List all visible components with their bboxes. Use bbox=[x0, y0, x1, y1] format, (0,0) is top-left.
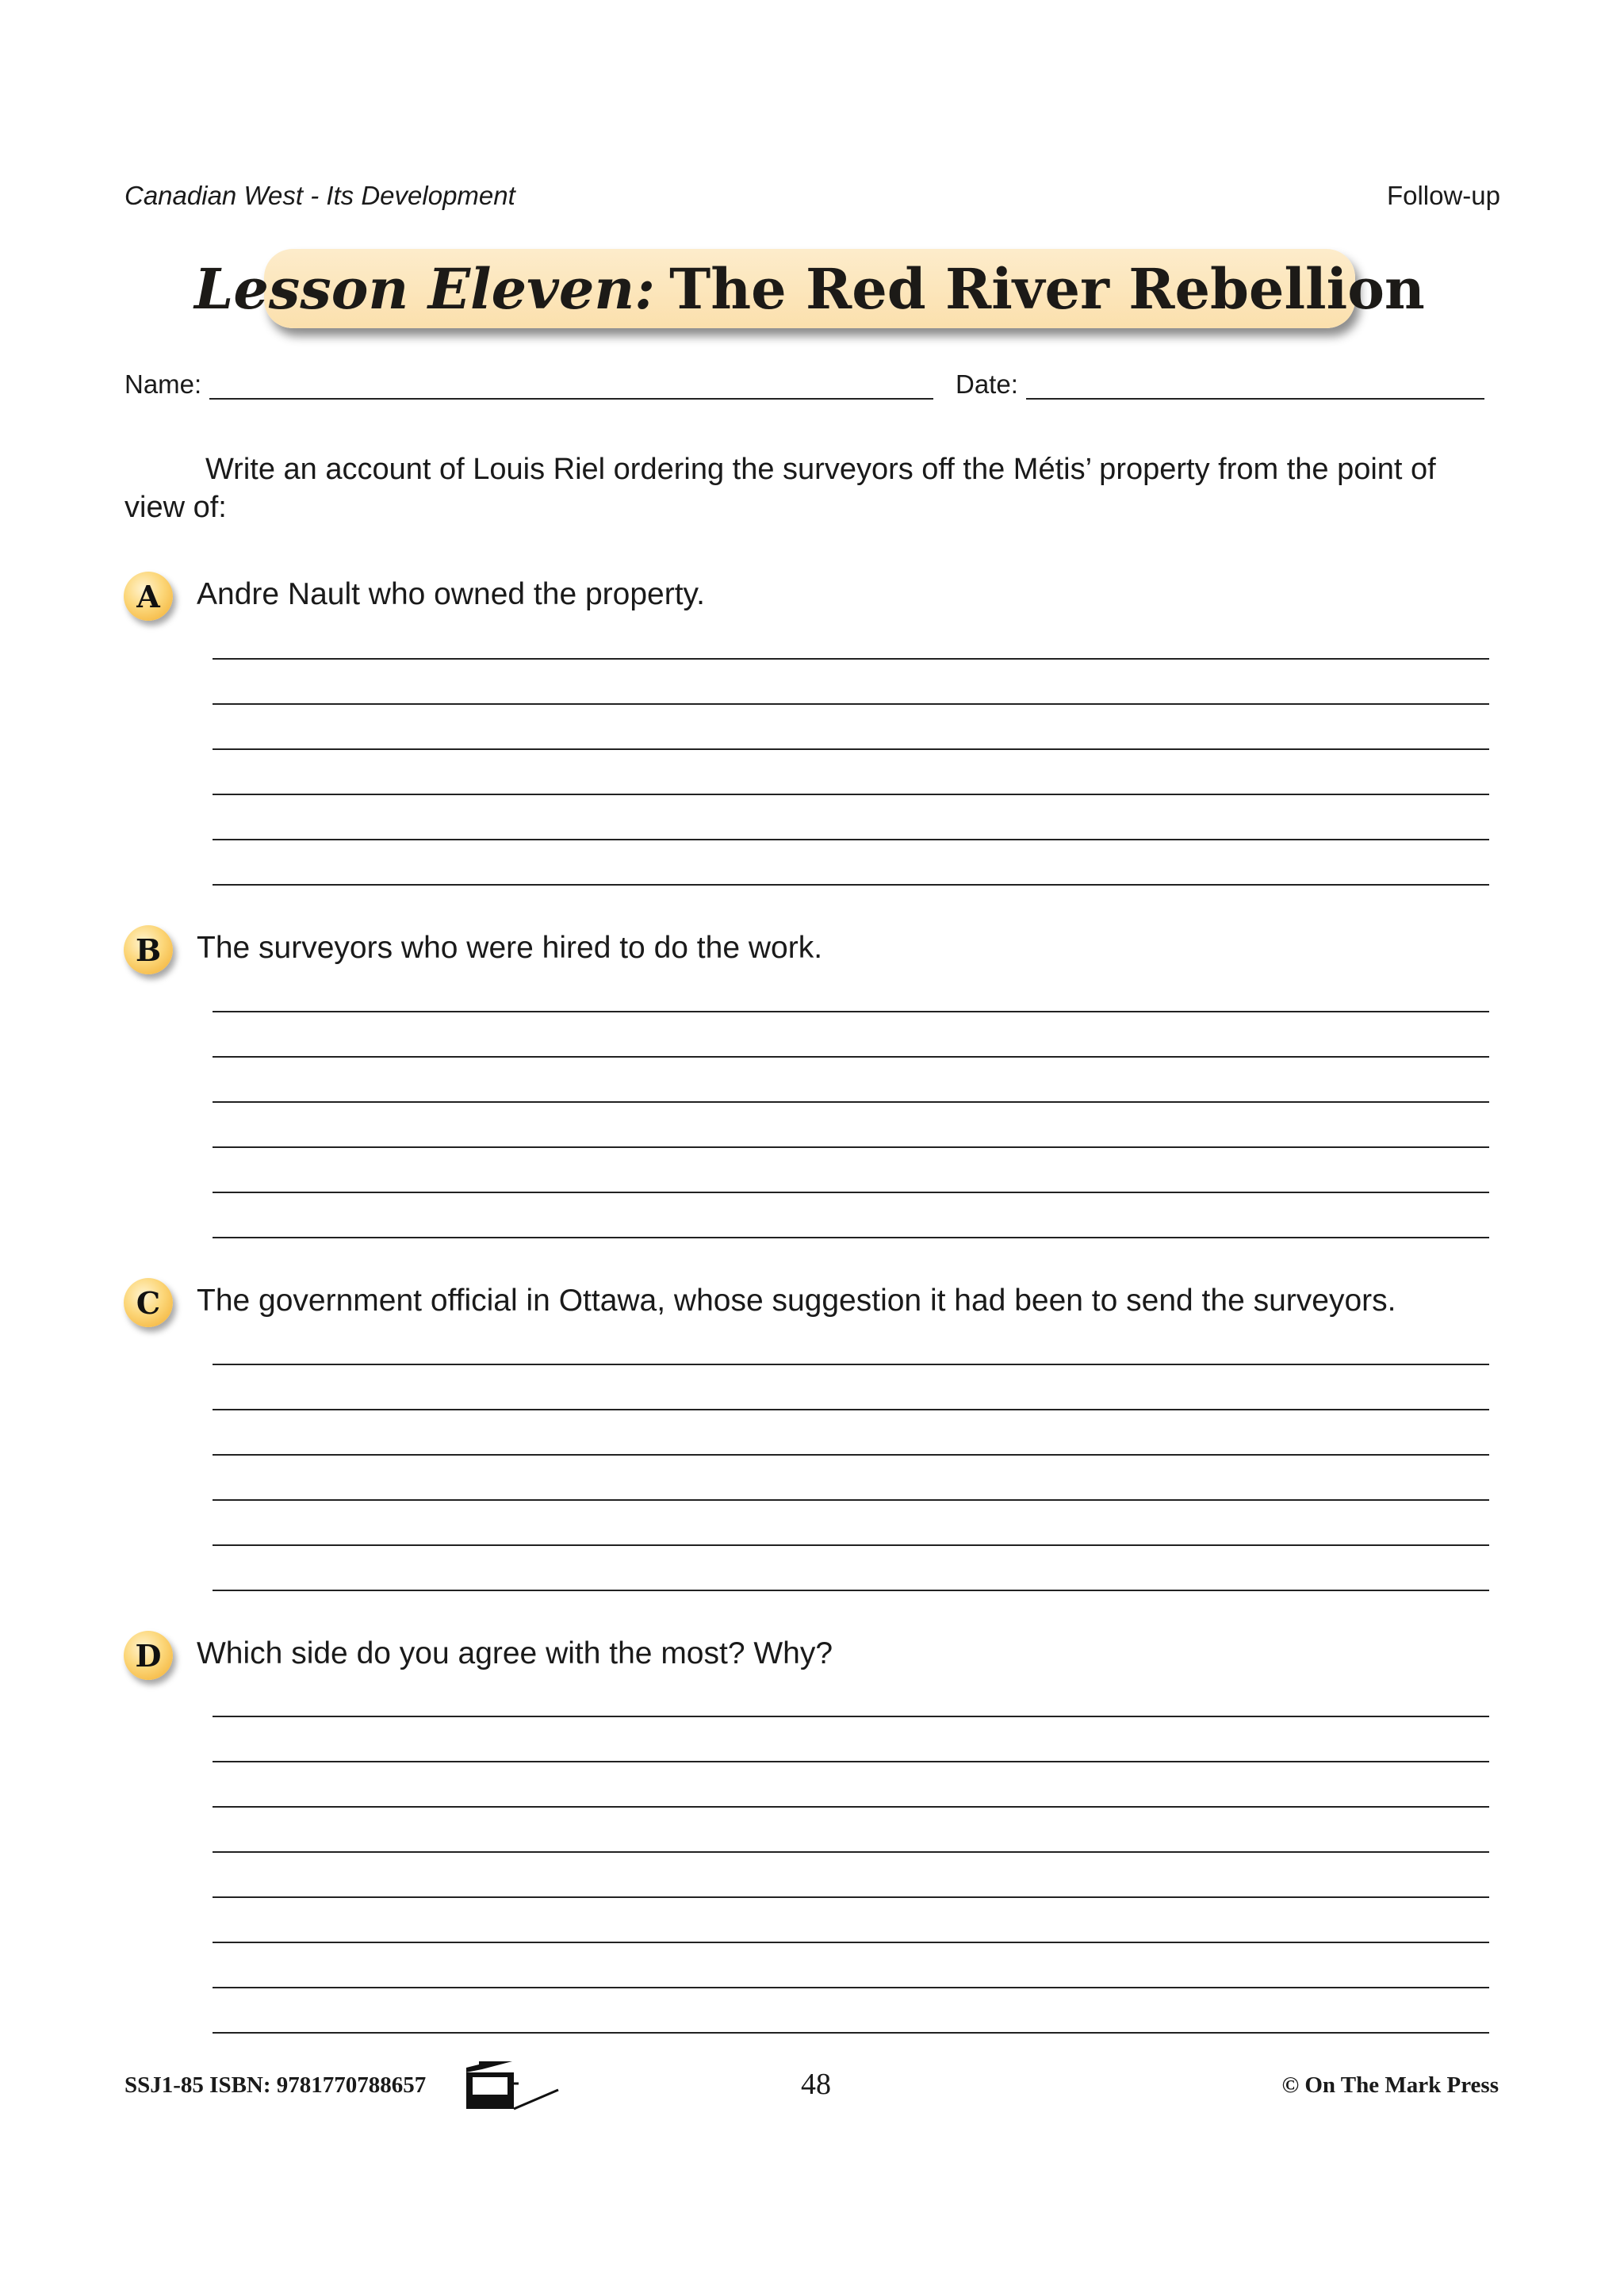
question-badge: B bbox=[124, 925, 173, 974]
answer-line[interactable] bbox=[213, 1454, 1489, 1456]
answer-line[interactable] bbox=[213, 884, 1489, 886]
question-badge: D bbox=[124, 1631, 173, 1680]
answer-line[interactable] bbox=[213, 1716, 1489, 1717]
question-text: The government official in Ottawa, whose suggestion it had been to send the surveyors. bbox=[197, 1284, 1396, 1318]
answer-line[interactable] bbox=[213, 1896, 1489, 1898]
answer-line[interactable] bbox=[213, 1987, 1489, 1988]
answer-line[interactable] bbox=[213, 2032, 1489, 2034]
answer-line[interactable] bbox=[213, 1499, 1489, 1501]
answer-line[interactable] bbox=[213, 1237, 1489, 1238]
answer-line[interactable] bbox=[213, 748, 1489, 750]
section-label: Follow-up bbox=[1386, 181, 1500, 210]
photocopier-icon bbox=[465, 2061, 560, 2110]
answer-line[interactable] bbox=[213, 1544, 1489, 1546]
copyright: © On The Mark Press bbox=[1281, 2072, 1499, 2098]
answer-line[interactable] bbox=[213, 1101, 1489, 1103]
date-label: Date: bbox=[956, 369, 1018, 399]
book-code: SSJ1-85 ISBN: 9781770788657 bbox=[124, 2072, 427, 2098]
page-number: 48 bbox=[801, 2068, 831, 2101]
question-badge: C bbox=[124, 1278, 173, 1327]
instructions: Write an account of Louis Riel ordering the surveyors off the Métis’ property from the point of view of: bbox=[124, 453, 1436, 524]
date-field[interactable] bbox=[1026, 398, 1484, 400]
answer-line[interactable] bbox=[213, 794, 1489, 795]
answer-line[interactable] bbox=[213, 1761, 1489, 1762]
answer-line[interactable] bbox=[213, 839, 1489, 840]
question-text: Andre Nault who owned the property. bbox=[197, 577, 705, 611]
answer-line[interactable] bbox=[213, 1806, 1489, 1808]
answer-line[interactable] bbox=[213, 1942, 1489, 1943]
lesson-topic: The Red River Rebellion bbox=[669, 255, 1425, 322]
question-text: The surveyors who were hired to do the work. bbox=[197, 931, 823, 965]
answer-line[interactable] bbox=[213, 1851, 1489, 1853]
question-text: Which side do you agree with the most? Why? bbox=[197, 1636, 833, 1670]
question-badge: A bbox=[124, 572, 173, 621]
answer-line[interactable] bbox=[213, 1409, 1489, 1410]
lesson-number: Lesson Eleven: bbox=[194, 255, 656, 322]
answer-line[interactable] bbox=[213, 703, 1489, 705]
book-title: Canadian West - Its Development bbox=[124, 181, 515, 210]
answer-line[interactable] bbox=[213, 658, 1489, 660]
answer-line[interactable] bbox=[213, 1146, 1489, 1148]
lesson-title-banner bbox=[194, 249, 1425, 328]
answer-line[interactable] bbox=[213, 1011, 1489, 1012]
answer-line[interactable] bbox=[213, 1056, 1489, 1058]
answer-line[interactable] bbox=[213, 1192, 1489, 1193]
name-field[interactable] bbox=[209, 398, 933, 400]
answer-line[interactable] bbox=[213, 1590, 1489, 1591]
name-label: Name: bbox=[124, 369, 202, 399]
answer-line[interactable] bbox=[213, 1364, 1489, 1365]
